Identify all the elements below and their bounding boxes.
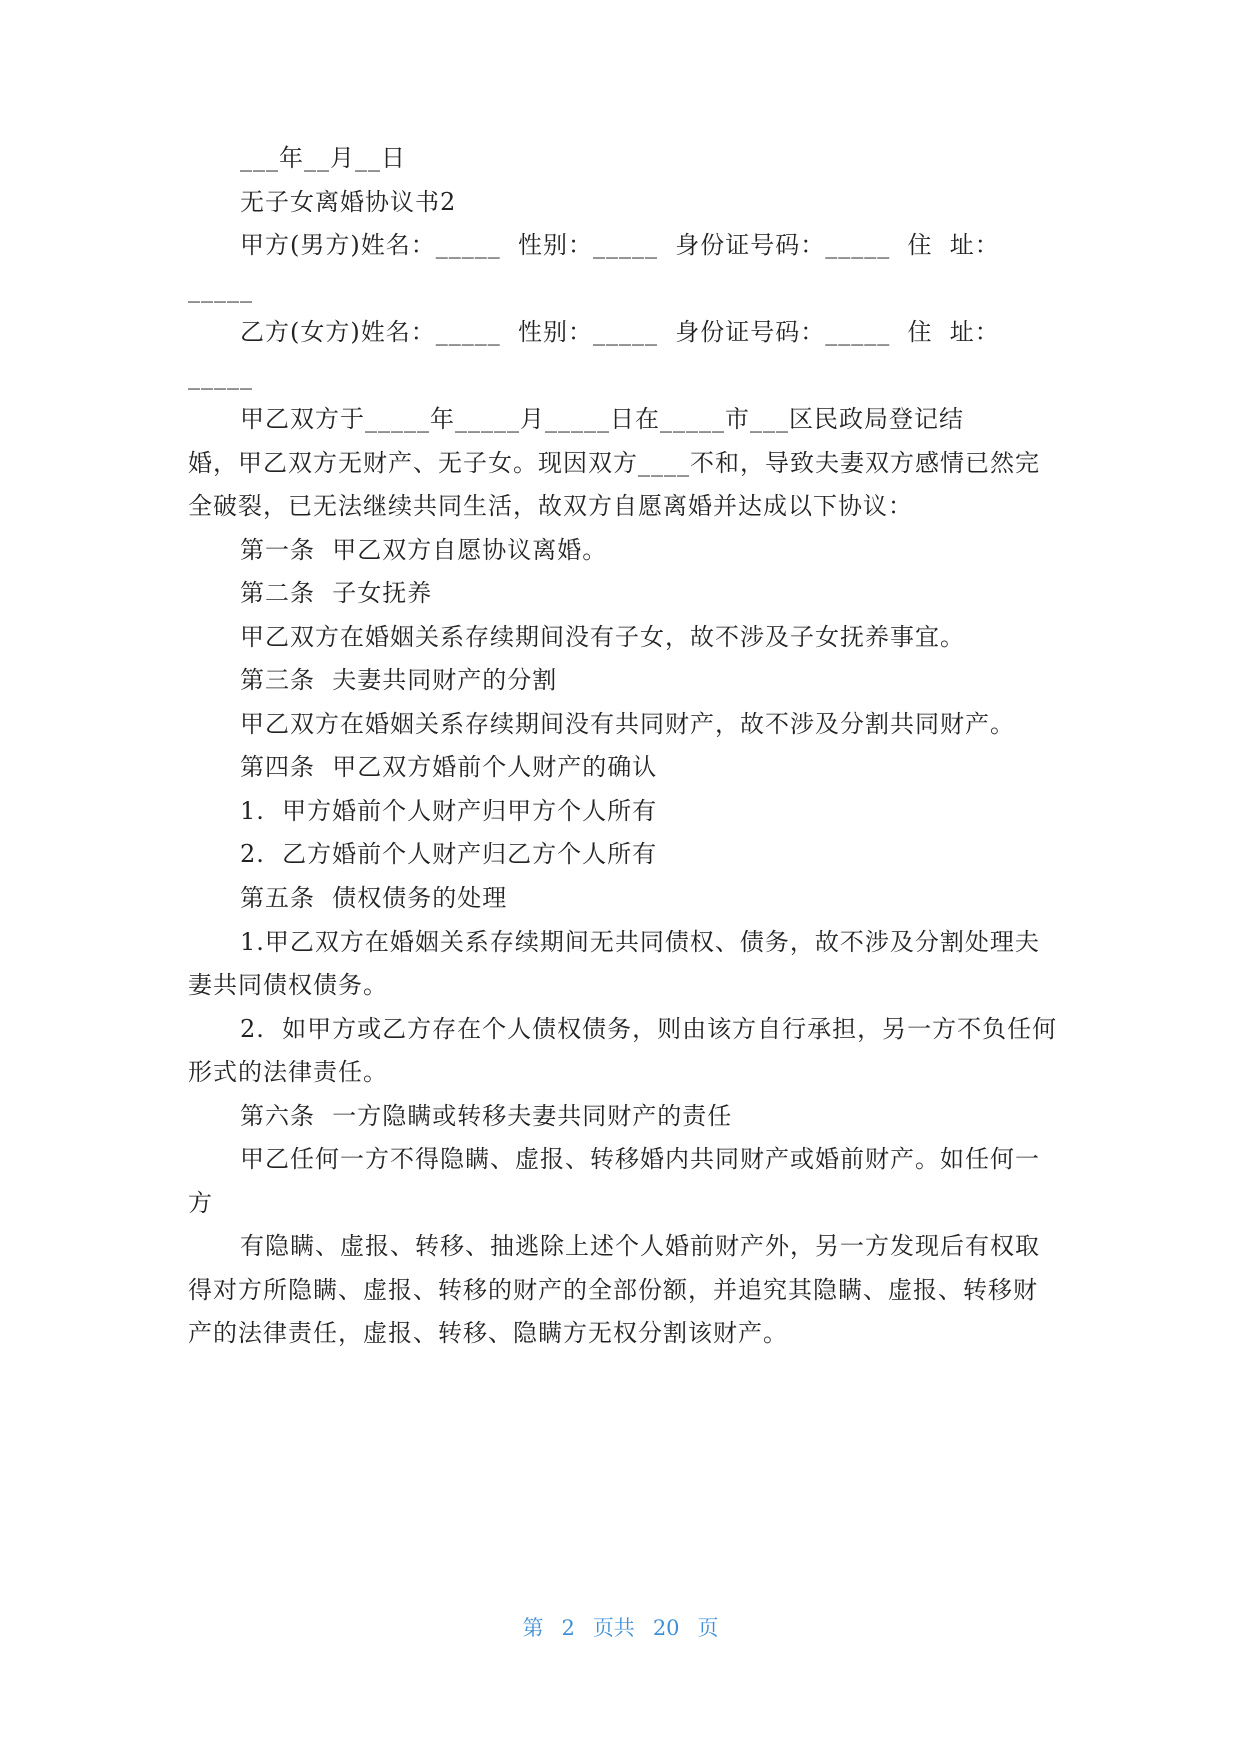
intro-line: 婚，甲乙双方无财产、无子女。现因双方____不和，导致夫妻双方感情已然完 [188,449,1040,477]
article-6-para-1: 甲乙任何一方不得隐瞒、虚报、转移婚内共同财产或婚前财产。如任何一 [240,1145,1040,1173]
footer-suffix: 页 [697,1616,719,1640]
footer-current-page: 2 [561,1616,575,1640]
article-5-title: 第五条 债权债务的处理 [240,884,508,912]
article-6-para-2: 产的法律责任，虚报、转移、隐瞒方无权分割该财产。 [188,1319,788,1347]
party-a-line: 甲方(男方)姓名：_____ 性别：_____ 身份证号码：_____ 住 址： [240,231,1000,259]
party-a-address-blank: _____ [188,275,253,303]
footer-prefix: 第 [522,1616,544,1640]
article-2-text: 甲乙双方在婚姻关系存续期间没有子女，故不涉及子女抚养事宜。 [240,623,965,651]
article-4-item: 1. 甲方婚前个人财产归甲方个人所有 [240,797,658,825]
article-3-text: 甲乙双方在婚姻关系存续期间没有共同财产，故不涉及分割共同财产。 [240,710,1015,738]
article-5-para-1: 1.甲乙双方在婚姻关系存续期间无共同债权、债务，故不涉及分割处理夫 [240,928,1040,956]
page-footer [0,1612,1241,1642]
article-5-para-2: 形式的法律责任。 [188,1058,388,1086]
article-5-para-1: 妻共同债权债务。 [188,971,388,999]
article-6-para-2: 有隐瞒、虚报、转移、抽逃除上述个人婚前财产外，另一方发现后有权取 [240,1232,1040,1260]
footer-total-pages: 20 [652,1616,680,1640]
intro-line: 甲乙双方于_____年_____月_____日在_____市___区民政局登记结 [240,405,964,433]
date-line: ___年__月__日 [240,144,406,172]
article-4-title: 第四条 甲乙双方婚前个人财产的确认 [240,753,658,781]
article-6-title: 第六条 一方隐瞒或转移夫妻共同财产的责任 [240,1102,733,1130]
party-b-line: 乙方(女方)姓名：_____ 性别：_____ 身份证号码：_____ 住 址： [240,318,1000,346]
article-6-para-2: 得对方所隐瞒、虚报、转移的财产的全部份额，并追究其隐瞒、虚报、转移财 [188,1276,1038,1304]
article-3-title: 第三条 夫妻共同财产的分割 [240,666,558,694]
party-b-address-blank: _____ [188,362,253,390]
article-2-title: 第二条 子女抚养 [240,579,433,607]
article-6-para-1: 方 [188,1189,213,1217]
article-4-item: 2. 乙方婚前个人财产归乙方个人所有 [240,840,658,868]
footer-middle: 页共 [592,1616,635,1640]
article-1: 第一条 甲乙双方自愿协议离婚。 [240,536,608,564]
intro-line: 全破裂，已无法继续共同生活，故双方自愿离婚并达成以下协议： [188,492,913,520]
document-heading: 无子女离婚协议书2 [240,188,457,216]
article-5-para-2: 2. 如甲方或乙方存在个人债权债务，则由该方自行承担，另一方不负任何 [240,1015,1058,1043]
